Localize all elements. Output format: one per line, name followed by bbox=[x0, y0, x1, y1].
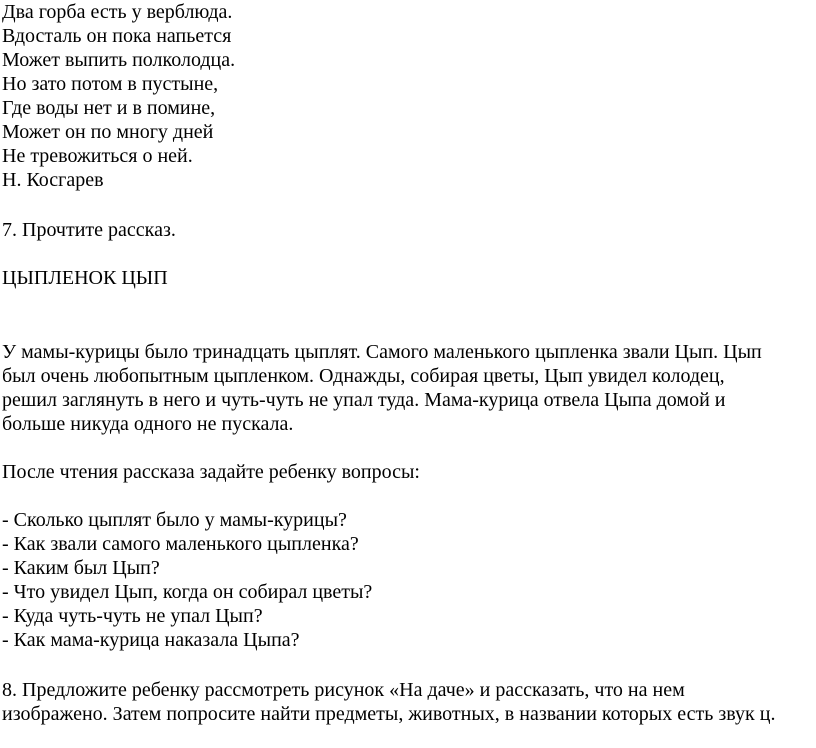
poem-line: Но зато потом в пустыне, bbox=[2, 73, 219, 95]
story-line: был очень любопытным цыпленком. Однажды, собирая цветы, Цып увидел колодец, bbox=[2, 365, 725, 387]
poem-line: Вдосталь он пока напьется bbox=[2, 25, 232, 47]
poem-line: Может выпить полколодца. bbox=[2, 49, 236, 71]
task-8-line: изображено. Затем попросите найти предметы, животных, в названии которых есть звук ц. bbox=[2, 703, 776, 725]
question-item: - Как мама-курица наказала Цыпа? bbox=[2, 629, 300, 651]
story-line: У мамы-курицы было тринадцать цыплят. Самого маленького цыпленка звали Цып. Цып bbox=[2, 341, 762, 363]
poem-line: Два горба есть у верблюда. bbox=[2, 1, 233, 23]
story-line: решил заглянуть в него и чуть-чуть не упал туда. Мама-курица отвела Цыпа домой и bbox=[2, 389, 726, 411]
question-item: - Каким был Цып? bbox=[2, 557, 160, 579]
story-line: больше никуда одного не пускала. bbox=[2, 413, 294, 435]
task-8-line: 8. Предложите ребенку рассмотреть рисунок «На даче» и рассказать, что на нем bbox=[2, 679, 685, 701]
questions-intro: После чтения рассказа задайте ребенку вопросы: bbox=[2, 461, 420, 483]
poem-line: Где воды нет и в помине, bbox=[2, 97, 216, 119]
question-item: - Что увидел Цып, когда он собирал цветы? bbox=[2, 581, 373, 603]
question-item: - Куда чуть-чуть не упал Цып? bbox=[2, 605, 263, 627]
question-item: - Сколько цыплят было у мамы-курицы? bbox=[2, 509, 347, 531]
poem-line: Не тревожиться о ней. bbox=[2, 145, 193, 167]
poem-author: Н. Косгарев bbox=[2, 169, 104, 191]
story-title: ЦЫПЛЕНОК ЦЫП bbox=[2, 267, 168, 289]
task-7-heading: 7. Прочтите рассказ. bbox=[2, 219, 176, 241]
question-item: - Как звали самого маленького цыпленка? bbox=[2, 533, 359, 555]
poem-line: Может он по многу дней bbox=[2, 121, 214, 143]
